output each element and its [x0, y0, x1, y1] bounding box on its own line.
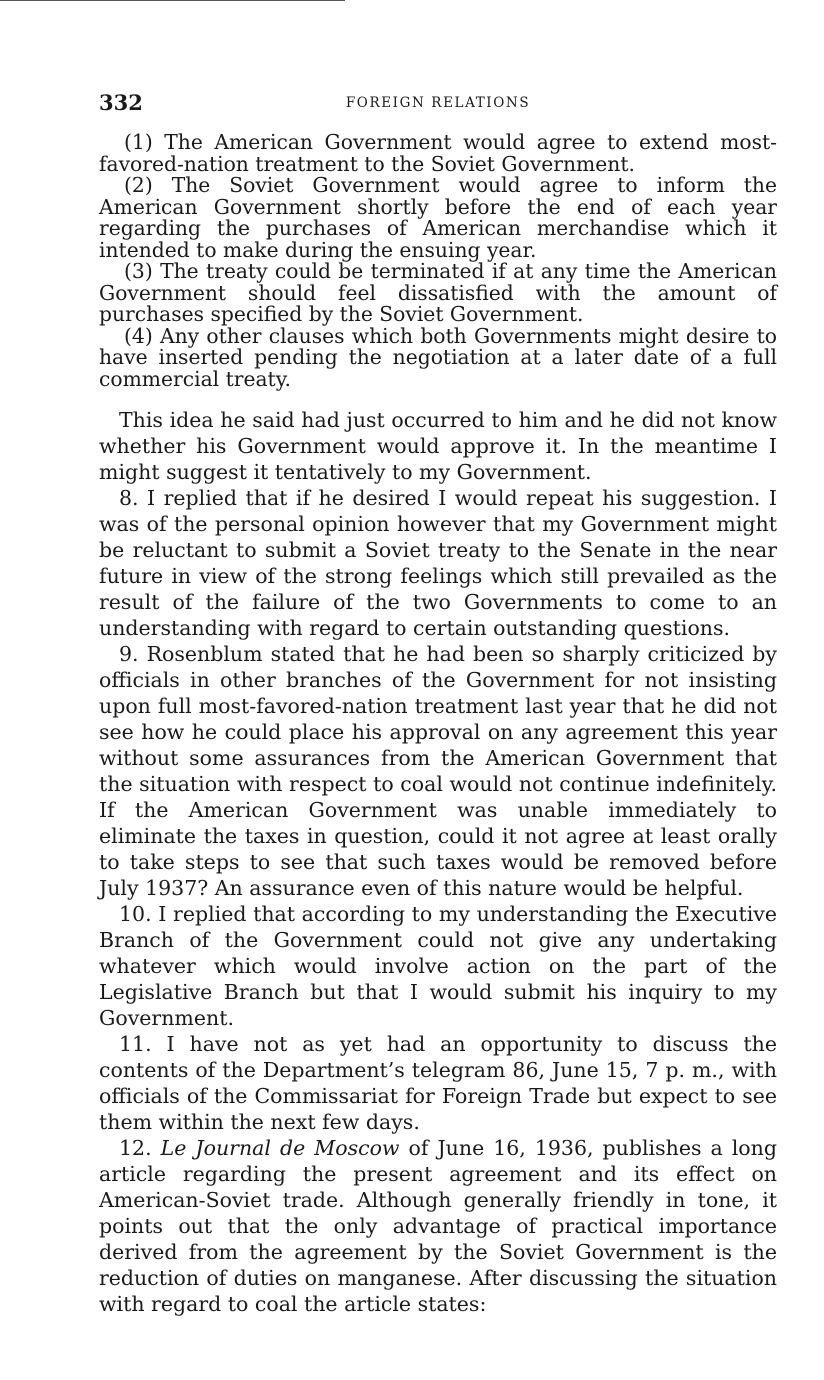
paragraph-9: 9. Rosenblum stated that he had been so sharply criticized by officials in other branches of the Government for not insisting upon full most-favored-nation treatment last year that he did not see how he could place his approval on any agreement this year without some assurances from the American Government that the situation with respect to coal would not continue indefinitely. If the American Government was unable immediately to eliminate the taxes in question, could it not agree at least orally to take steps to see that such taxes would be removed before July 1937? An assurance even of this nature would be helpful. — [99, 642, 777, 900]
paragraph-11: 11. I have not as yet had an opportunity to discuss the contents of the Department’s telegram 86, June 15, 7 p. m., with officials of the Commissariat for Foreign Trade but expect to see them within the next few days. — [99, 1032, 777, 1134]
list-item: (4) Any other clauses which both Governments might desire to have inserted pending the negotiation at a later date of a full commercial treaty. — [99, 323, 777, 391]
running-head: FOREIGN RELATIONS — [345, 95, 531, 111]
paragraph-8: 8. I replied that if he desired I would repeat his suggestion. I was of the personal opinion however that my Government might be reluctant to submit a Soviet treaty to the Senate in the near future in view of the strong feelings which still prevailed as the result of the failure of the two Governments to come to an understanding with regard to certain outstanding questions. — [99, 486, 777, 640]
list-item: (3) The treaty could be terminated if at any time the American Government should feel dissatisfied with the amount of purchases specified by the Soviet Government. — [99, 259, 777, 326]
paragraph-12-text: of June 16, 1936, publishes a long article regarding the present agreement and its effect on American-Soviet trade. Although generally friendly in tone, it points out that the only advantage of practical importance derived from the agreement by the Soviet Government is the reduction of duties on manganese. After discussing the situation with regard to coal the article states: — [99, 1136, 777, 1316]
page-header — [99, 90, 777, 118]
paragraph-12-number: 12. — [119, 1136, 152, 1160]
paragraph-idea: This idea he said had just occurred to him and he did not know whether his Government would approve it. In the meantime I might suggest it tentatively to my Government. — [99, 408, 777, 484]
page-number: 332 — [99, 90, 143, 115]
journal-title: Le Journal de Moscow — [160, 1136, 400, 1160]
paragraph-10: 10. I replied that according to my understanding the Executive Branch of the Government could not give any undertaking whatever which would involve action on the part of the Legislative Branch but that I would submit his inquiry to my Government. — [99, 902, 777, 1030]
body-text — [99, 407, 777, 1317]
top-rule — [0, 0, 345, 1]
proposal-list — [99, 132, 777, 390]
list-item: (1) The American Government would agree to extend most-favored-nation treatment to the Soviet Government. — [99, 130, 777, 176]
list-item: (2) The Soviet Government would agree to inform the American Government shortly before the end of each year regarding the purchases of American merchandise which it intended to make during the ensuing year. — [99, 173, 777, 262]
paragraph-12 — [99, 1135, 777, 1317]
